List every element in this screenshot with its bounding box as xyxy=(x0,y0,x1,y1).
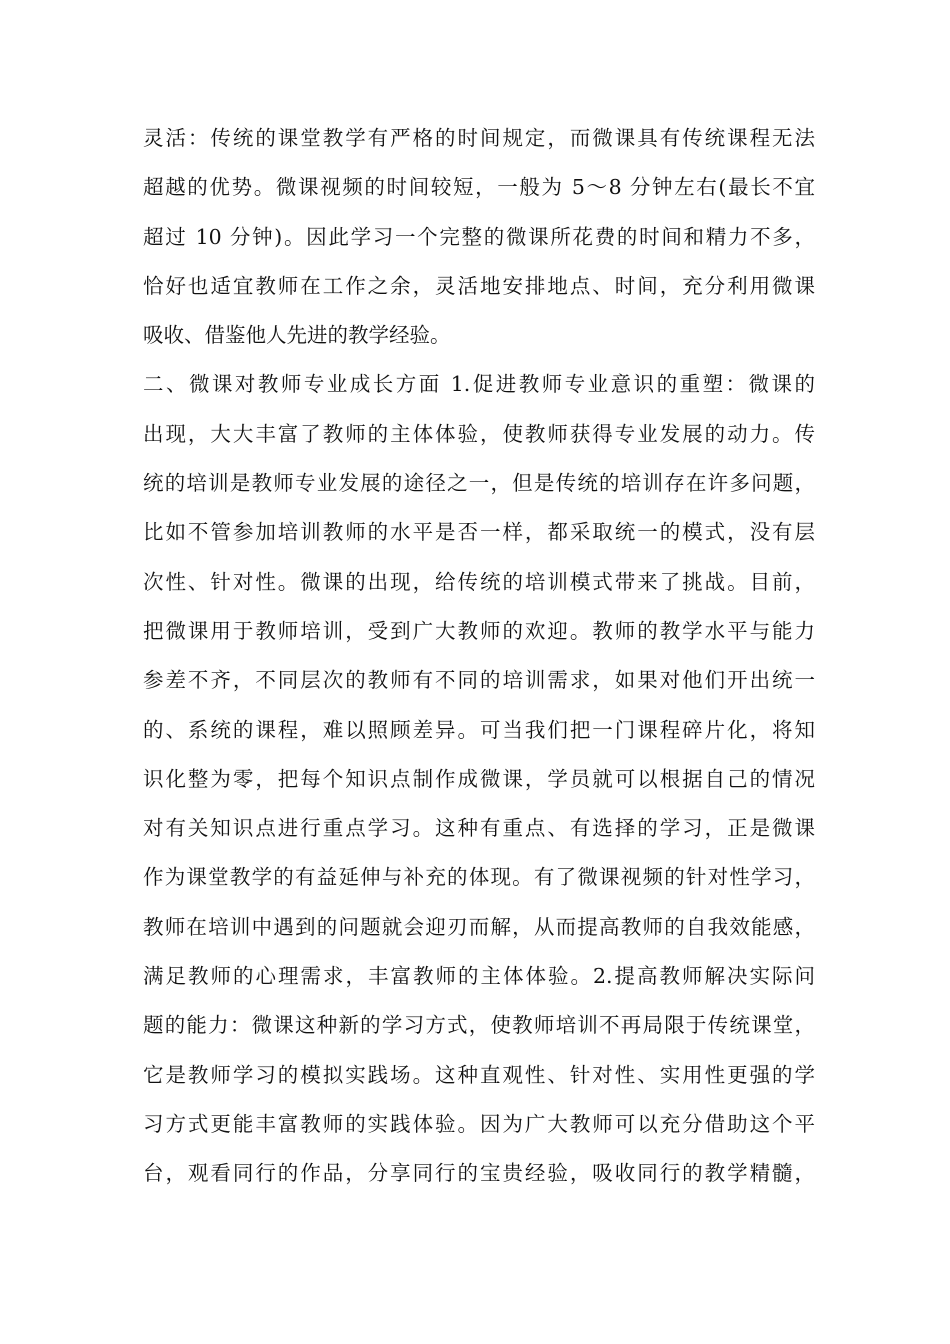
text-line: 出现，大大丰富了教师的主体体验，使教师获得专业发展的动力。传 xyxy=(143,421,815,446)
text-line: 对有关知识点进行重点学习。这种有重点、有选择的学习，正是微课 xyxy=(143,816,815,841)
text-line: 把微课用于教师培训，受到广大教师的欢迎。教师的教学水平与能力 xyxy=(143,618,815,643)
text-line: 超过 10 分钟)。因此学习一个完整的微课所花费的时间和精力不多， xyxy=(143,224,815,249)
text-line: 吸收、借鉴他人先进的教学经验。 xyxy=(143,323,451,348)
text-line: 它是教师学习的模拟实践场。这种直观性、针对性、实用性更强的学 xyxy=(143,1062,815,1087)
text-line: 教师在培训中遇到的问题就会迎刃而解，从而提高教师的自我效能感， xyxy=(143,914,815,939)
text-line: 台，观看同行的作品，分享同行的宝贵经验，吸收同行的教学精髓， xyxy=(143,1161,815,1186)
text-line: 二、微课对教师专业成长方面 1.促进教师专业意识的重塑：微课的 xyxy=(143,372,815,397)
text-line: 参差不齐，不同层次的教师有不同的培训需求，如果对他们开出统一 xyxy=(143,668,815,693)
text-line: 题的能力：微课这种新的学习方式，使教师培训不再局限于传统课堂， xyxy=(143,1013,815,1038)
text-line: 比如不管参加培训教师的水平是否一样，都采取统一的模式，没有层 xyxy=(143,520,815,545)
text-line: 恰好也适宜教师在工作之余，灵活地安排地点、时间，充分利用微课 xyxy=(143,273,815,298)
text-line: 识化整为零，把每个知识点制作成微课，学员就可以根据自己的情况 xyxy=(143,766,815,791)
text-line: 次性、针对性。微课的出现，给传统的培训模式带来了挑战。目前， xyxy=(143,569,815,594)
body-text xyxy=(143,114,815,1199)
text-line: 的、系统的课程，难以照顾差异。可当我们把一门课程碎片化，将知 xyxy=(143,717,815,742)
text-line: 统的培训是教师专业发展的途径之一，但是传统的培训存在许多问题， xyxy=(143,471,815,496)
text-line: 灵活：传统的课堂教学有严格的时间规定，而微课具有传统课程无法 xyxy=(143,126,815,150)
text-line: 满足教师的心理需求，丰富教师的主体体验。2.提高教师解决实际问 xyxy=(143,964,815,989)
text-line: 作为课堂教学的有益延伸与补充的体现。有了微课视频的针对性学习， xyxy=(143,865,815,890)
text-line: 习方式更能丰富教师的实践体验。因为广大教师可以充分借助这个平 xyxy=(143,1111,815,1136)
text-line: 超越的优势。微课视频的时间较短，一般为 5～8 分钟左右(最长不宜 xyxy=(143,175,815,200)
